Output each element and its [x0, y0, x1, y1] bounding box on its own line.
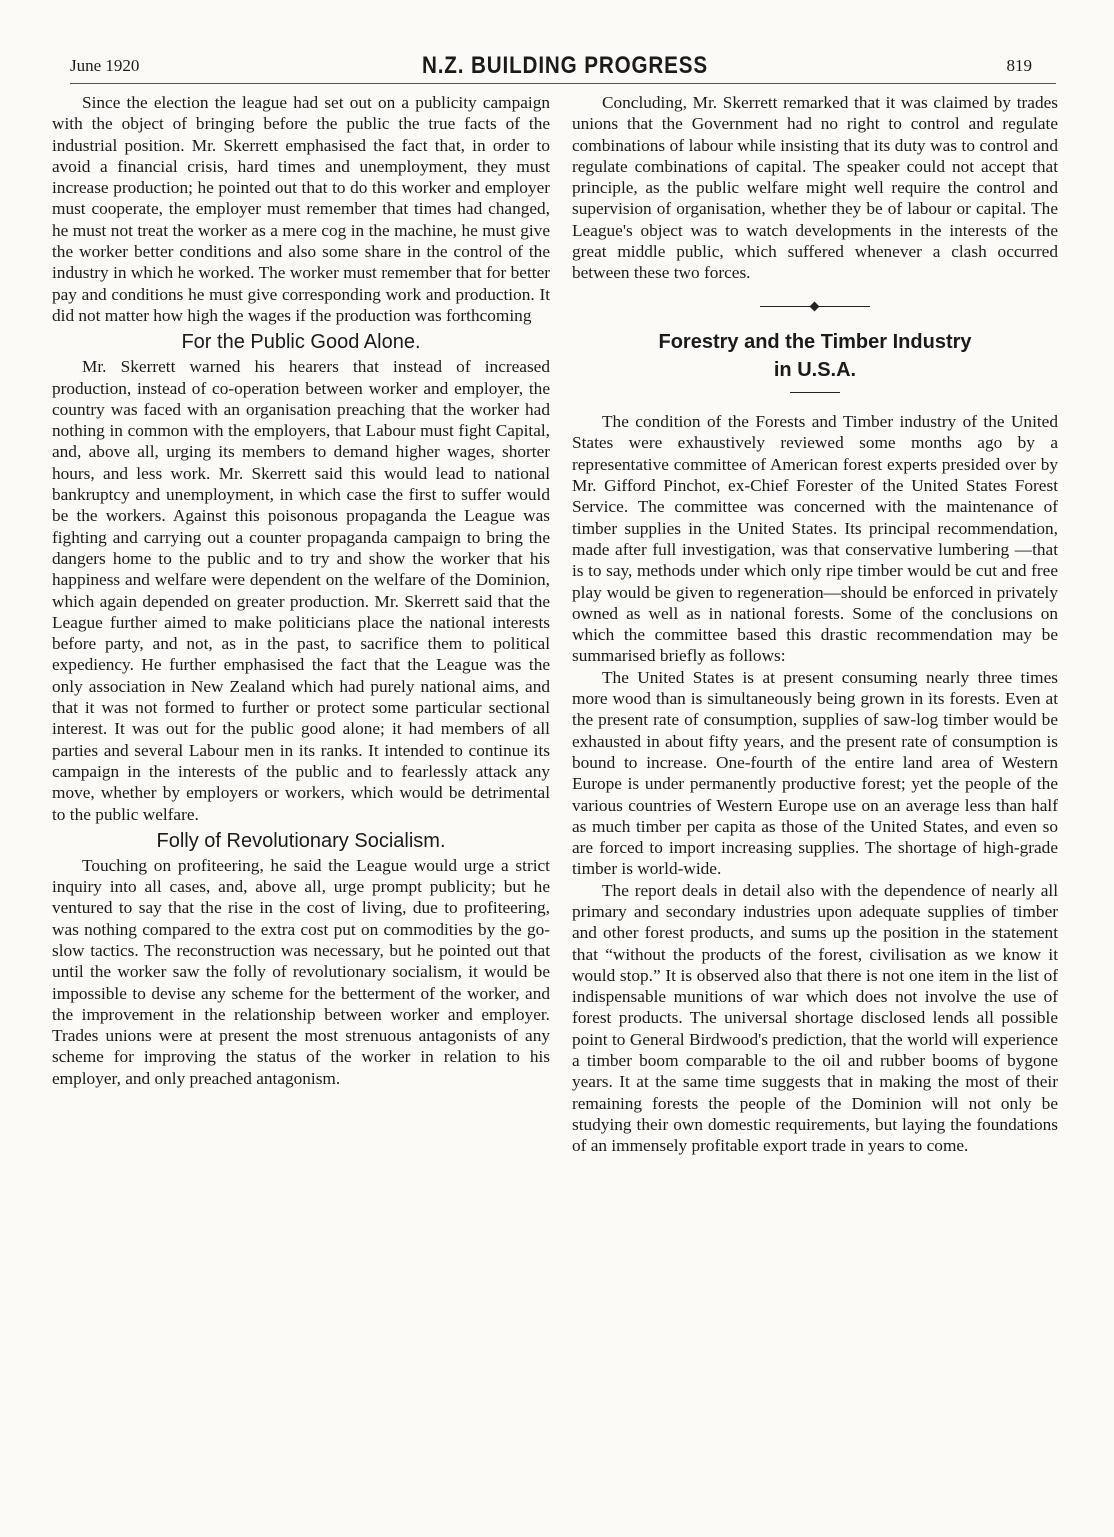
- paragraph: Since the election the league had set out on a publicity campaign with the object of bringing before the public the true facts of the industrial position. Mr. Skerrett emphasised the fact that, in order to avoid a financial crisis, hard times and unemployment, they must increase production; he pointed out that to do this worker and employer must cooperate, the employer must remember that times had changed, he must not treat the worker as a mere cog in the machine, he must give the worker better conditions and also some share in the control of the industry in which he worked. The worker must remember that for better pay and conditions he must give corresponding work and production. It did not matter how high the wages if the production was forthcoming: [52, 93, 550, 325]
- page-number: 819: [1006, 56, 1032, 75]
- title-rule: [790, 392, 840, 394]
- page-header: [70, 52, 1060, 82]
- section-heading-public-good: For the Public Good Alone.: [181, 331, 421, 354]
- paragraph: Mr. Skerrett warned his hearers that instead of increased production, instead of co-operation between worker and employer, the country was faced with an organisation preaching that the worker had nothing in common with the employers, that Labour must fight Capital, and, above all, urging its members to demand higher wages, shorter hours, and less work. Mr. Skerrett said this would lead to national bankruptcy and unemployment, in which case the first to suffer would be the workers. Against this poisonous propaganda the League was fighting and carrying out a counter propaganda campaign to bring the dangers home to the public and to try and show the worker that his happiness and welfare were dependent on the welfare of the Dominion, which again depended on greater production. Mr. Skerrett said that the League further aimed to make politicians place the national interests before party, and not, as in the past, to sacrifice them to political expediency. He further emphasised the fact that the League was the only association in New Zealand which had purely national aims, and that it was not formed to further or protect some particular sectional interest. It was out for the public good alone; it had members of all parties and several Labour men in its ranks. It intended to continue its campaign in the interests of the public and to fearlessly attack any move, whether by employers or workers, which would be detrimental to the public welfare.: [52, 357, 550, 824]
- right-column: [572, 92, 1058, 1157]
- article-title: [572, 328, 1058, 384]
- header-rule: [70, 83, 1056, 84]
- paragraph: The United States is at present consuming nearly three times more wood than is simultaneously being grown in its forests. Even at the present rate of consumption, supplies of saw-log timber would be exhausted in about fifty years, and the present rate of consumption is bound to increase. One-fourth of the entire land area of Western Europe is under permanently productive forest; yet the people of the various countries of Western Europe use on an average less than half as much timber per capita as those of the United States, and even so are forced to import increasing supplies. The shortage of high-grade timber is world-wide.: [572, 667, 1058, 879]
- article-title-line1: Forestry and the Timber Industry: [658, 330, 972, 353]
- publication-title: N.Z. BUILDING PROGRESS: [421, 52, 709, 79]
- paragraph: The report deals in detail also with the dependence of nearly all primary and secondary industries upon adequate supplies of timber and other forest products, and sums up the position in the statement that “without the products of the forest, civilisation as we know it would stop.” It is observed also that there is not one item in the list of indispensable munitions of war which does not involve the use of forest products. The universal shortage disclosed lends all possible point to General Birdwood's prediction, that the world will experience a timber boom comparable to the oil and rubber booms of bygone years. It at the same time suggests that in making the most of their remaining forests the people of the Dominion will not only be studying their own domestic requirements, but laying the foundations of an immensely profitable export trade in years to come.: [572, 880, 1058, 1156]
- section-heading-socialism: Folly of Revolutionary Socialism.: [156, 829, 446, 852]
- left-column: [52, 92, 550, 1089]
- paragraph: Concluding, Mr. Skerrett remarked that it was claimed by trades unions that the Government had no right to control and regulate combinations of labour while insisting that its duty was to control and regulate combinations of capital. The speaker could not accept that principle, as the public welfare might well require the control and supervision of organisation, whether they be of labour or capital. The League's object was to watch developments in the interests of the great middle public, which suffered whenever a clash occurred between these two forces.: [572, 93, 1058, 283]
- paragraph: Touching on profiteering, he said the League would urge a strict inquiry into all cases, and, above all, urge prompt publicity; but he ventured to say that the rise in the cost of living, due to profiteering, was nothing compared to the extra cost put on commodities by the go-slow tactics. The reconstruction was necessary, but he pointed out that until the worker saw the folly of revolutionary socialism, it would be impossible to devise any scheme for the betterment of the worker, and the improvement in the relationship between worker and employer. Trades unions were at present the most strenuous antagonists of any scheme for improving the status of the worker in relation to his employer, and only preached antagonism.: [52, 855, 550, 1088]
- section-divider-ornament: [760, 300, 870, 314]
- issue-date: June 1920: [70, 56, 140, 75]
- article-title-line2: in U.S.A.: [773, 358, 857, 381]
- paragraph: The condition of the Forests and Timber industry of the United States were exhaustively reviewed some months ago by a representative committee of American forest experts presided over by Mr. Gifford Pinchot, ex-Chief Forester of the United States Forest Service. The committee was concerned with the maintenance of timber supplies in the United States. Its principal recommendation, made after full investigation, was that conservative lumbering —that is to say, methods under which only ripe timber would be cut and free play would be given to regeneration—should be enforced in privately owned as well as in national forests. Some of the conclusions on which the committee based this drastic recommendation may be summarised briefly as follows:: [572, 412, 1058, 666]
